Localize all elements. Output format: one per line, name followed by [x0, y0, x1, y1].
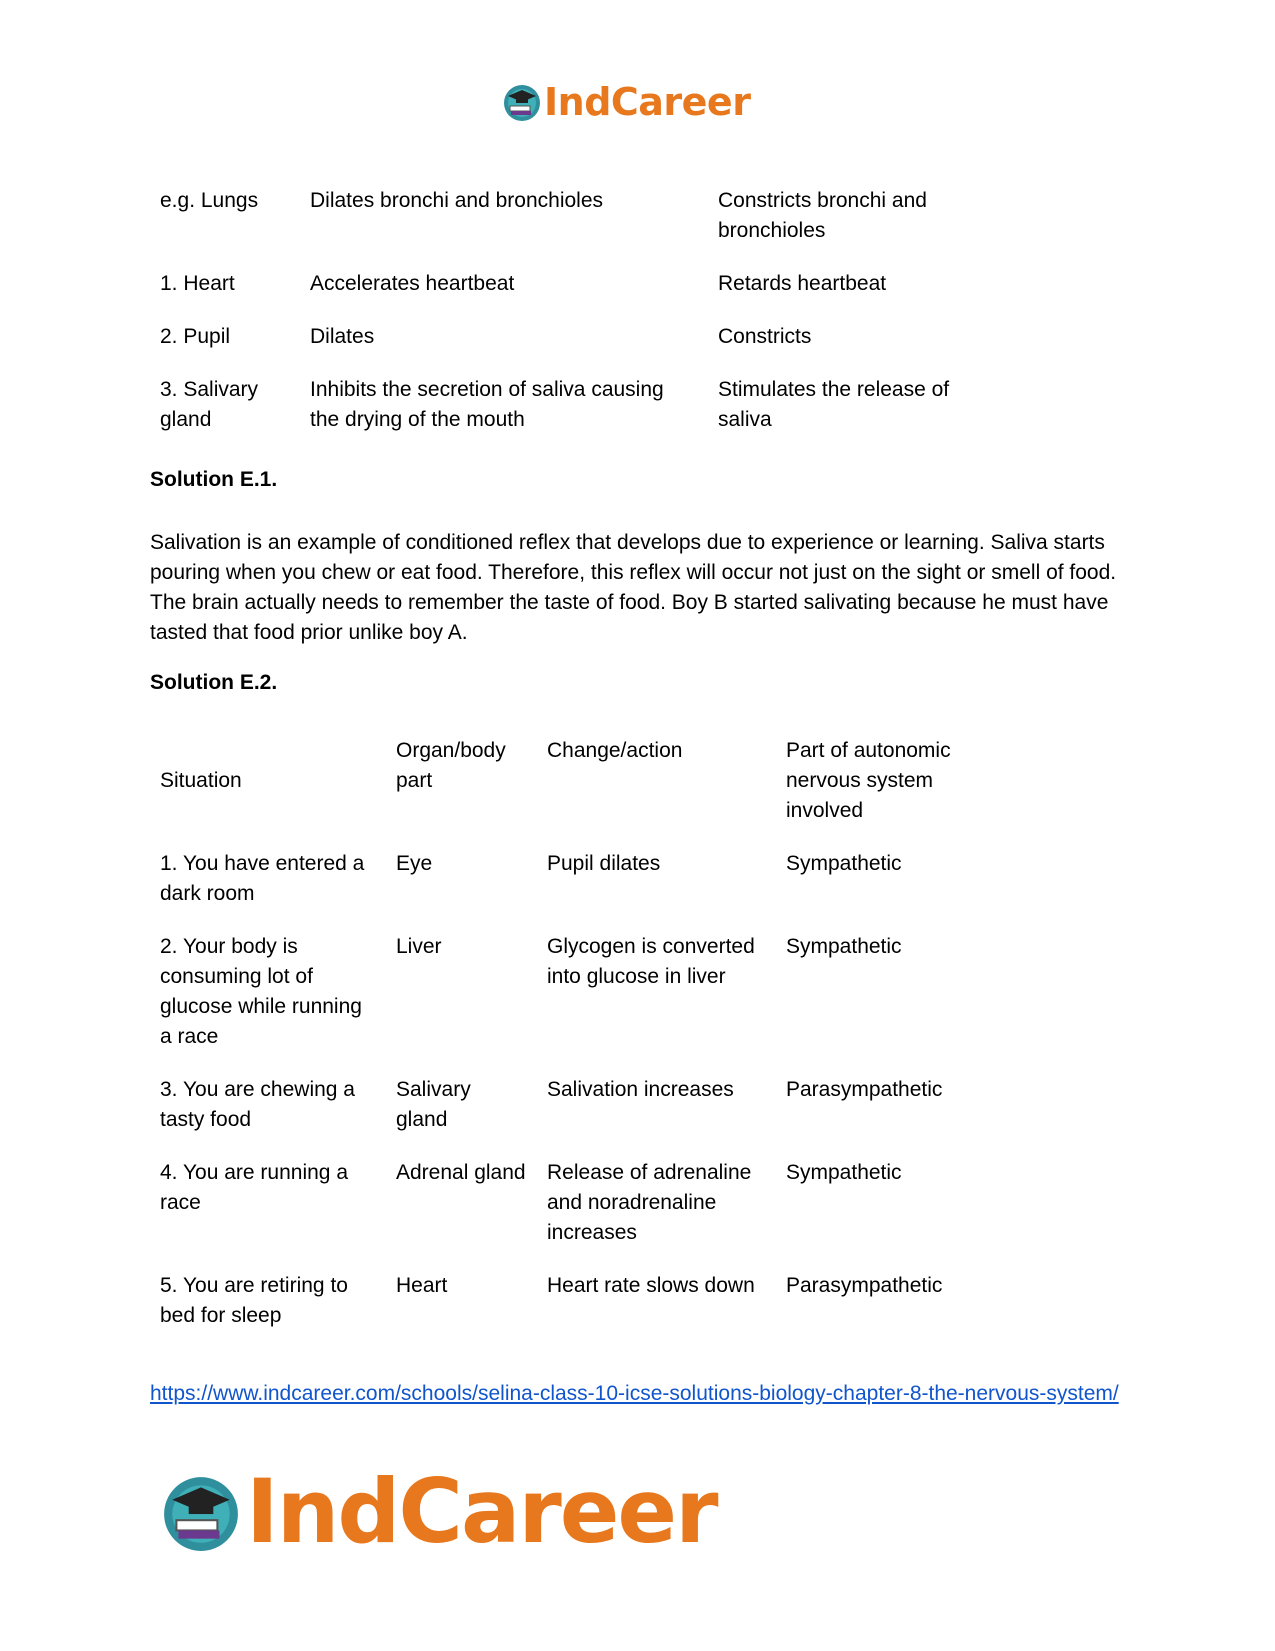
table-cell: Sympathetic	[786, 852, 902, 875]
table-header-cell: Organ/body part	[396, 739, 506, 792]
table-cell: Constricts bronchi and bronchioles	[718, 189, 927, 242]
table-cell: Parasympathetic	[786, 1274, 943, 1297]
table-header-cell: Part of autonomic nervous system involved	[786, 739, 951, 822]
table-cell: 3. You are chewing a tasty food	[160, 1078, 355, 1131]
table-cell: 5. You are retiring to bed for sleep	[160, 1274, 348, 1327]
table-cell: Dilates	[310, 325, 375, 348]
table-cell: Release of adrenaline and noradrenaline increases	[547, 1161, 752, 1244]
table-cell: 2. Your body is consuming lot of glucose while running a race	[160, 935, 362, 1048]
solution-e2-heading: Solution E.2.	[150, 671, 278, 694]
table-cell: Salivary gland	[396, 1078, 471, 1131]
table-cell: 3. Salivary gland	[160, 378, 259, 431]
table-cell: Eye	[396, 852, 433, 875]
solution-e1-text: Salivation is an example of conditioned reflex that develops due to experience or learning. Saliva starts pouring when you chew or eat food. Therefore, this reflex will occur not just on the sight or smell of food. The brain actually needs to remember the taste of food. Boy B started salivating because he must have tasted that food prior unlike boy A.	[150, 531, 1117, 644]
table-row	[150, 269, 988, 322]
table-cell: 1. You have entered a dark room	[160, 852, 365, 905]
table-cell: Sympathetic	[786, 1161, 902, 1184]
table-row	[150, 1158, 996, 1271]
table-row	[150, 375, 988, 458]
header-logo-text: IndCareer	[544, 80, 751, 124]
table-cell: Accelerates heartbeat	[310, 272, 515, 295]
table-cell: Heart rate slows down	[547, 1274, 755, 1297]
header-logo	[502, 80, 750, 124]
table-cell: Pupil dilates	[547, 852, 661, 875]
table-cell: Constricts	[718, 325, 812, 348]
table-header-cell: Situation	[160, 769, 242, 792]
table-row	[150, 1075, 996, 1158]
table-row	[150, 186, 988, 269]
table-cell: Parasympathetic	[786, 1078, 943, 1101]
table-cell: Sympathetic	[786, 935, 902, 958]
graduation-cap-books-icon	[160, 1471, 242, 1553]
table-row	[150, 932, 996, 1075]
table-cell: Stimulates the release of saliva	[718, 378, 950, 431]
footer-logo-text: IndCareer	[246, 1460, 717, 1563]
table-header-row	[150, 736, 996, 849]
table-cell: Heart	[396, 1274, 448, 1297]
table-row	[150, 322, 988, 375]
table-header-cell: Change/action	[547, 739, 683, 762]
table-cell: 4. You are running a race	[160, 1161, 348, 1214]
table-cell: Liver	[396, 935, 442, 958]
autonomic-situations-table	[150, 736, 996, 1354]
table-cell: Salivation increases	[547, 1078, 734, 1101]
footer-logo	[160, 1460, 717, 1563]
table-row	[150, 1271, 996, 1354]
solution-e1-heading: Solution E.1.	[150, 468, 278, 491]
table-cell: 2. Pupil	[160, 325, 231, 348]
graduation-cap-books-icon	[502, 82, 542, 122]
table-cell: 1. Heart	[160, 272, 235, 295]
table-cell: Retards heartbeat	[718, 272, 887, 295]
organ-effects-table	[150, 186, 988, 458]
table-cell: e.g. Lungs	[160, 189, 259, 212]
source-link[interactable]: https://www.indcareer.com/schools/selina-class-10-icse-solutions-biology-chapter-8-the-nervous-system/	[150, 1382, 1119, 1405]
table-cell: Dilates bronchi and bronchioles	[310, 189, 604, 212]
table-row	[150, 849, 996, 932]
table-cell: Inhibits the secretion of saliva causing the drying of the mouth	[310, 378, 664, 431]
table-cell: Adrenal gland	[396, 1161, 526, 1184]
table-cell: Glycogen is converted into glucose in liver	[547, 935, 755, 988]
